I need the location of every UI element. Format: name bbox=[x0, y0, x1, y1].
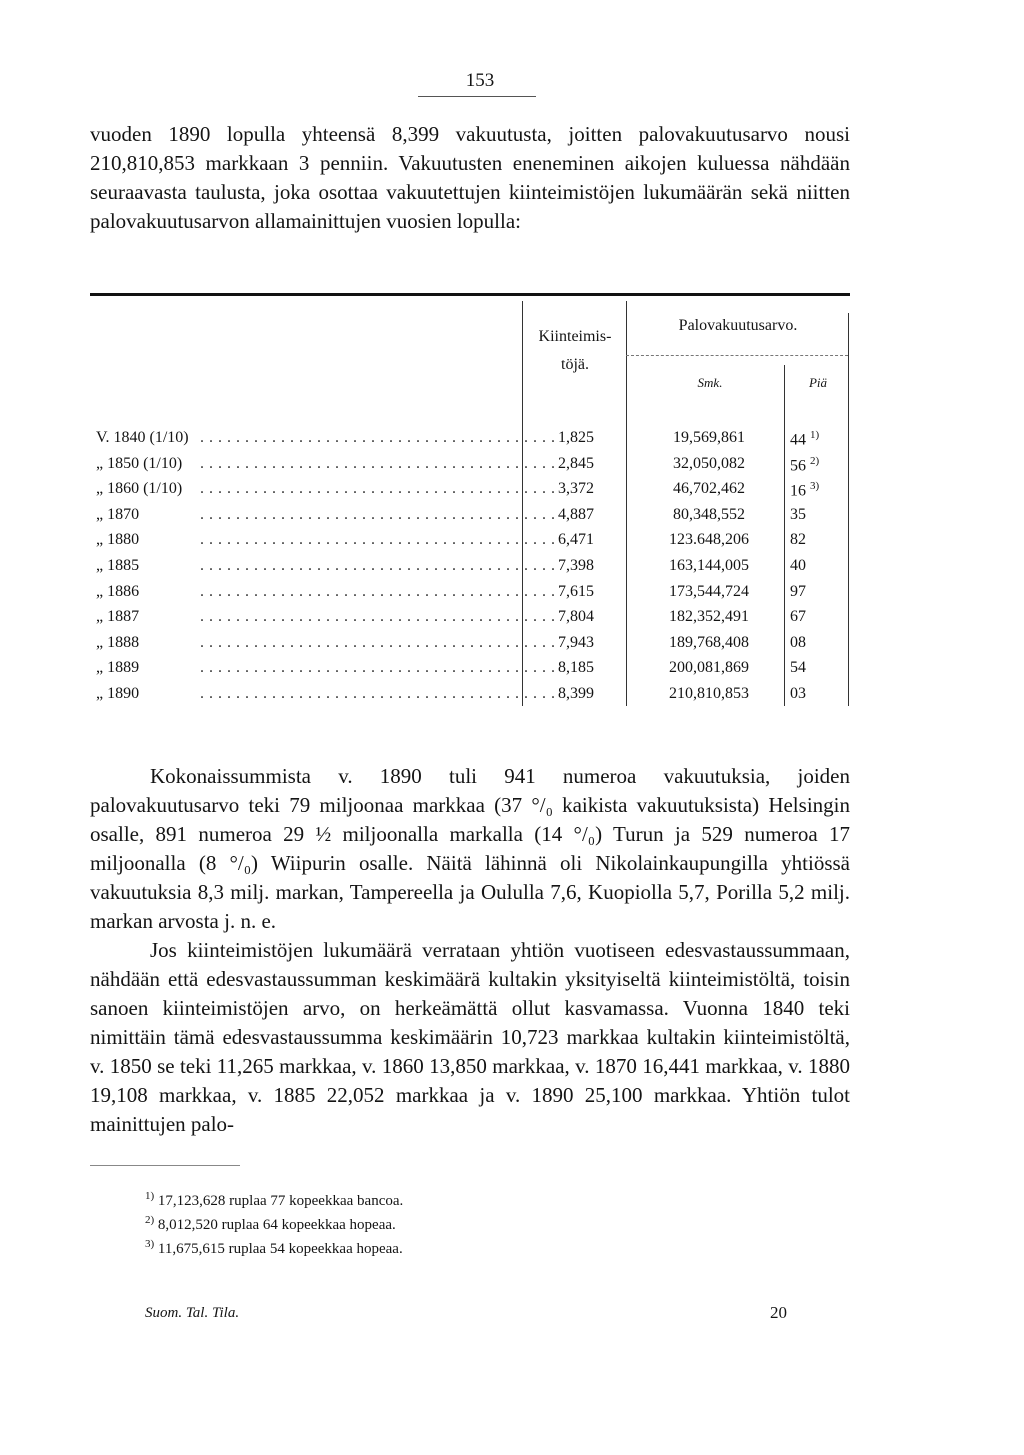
row-pennies-cell bbox=[790, 429, 846, 449]
row-leader-dots: ........................................ bbox=[200, 480, 560, 498]
table-top-rule bbox=[90, 293, 850, 296]
row-year: V. 1840 (1/10) bbox=[96, 429, 189, 446]
row-count: 3,372 bbox=[558, 480, 594, 498]
row-marks: 182,352,491 bbox=[669, 608, 749, 626]
row-pennies: 82 bbox=[790, 531, 806, 549]
row-year: „ 1885 bbox=[96, 557, 140, 574]
row-year: „ 1850 (1/10) bbox=[96, 454, 183, 472]
footnote-text: 11,675,615 ruplaa 54 kopeekkaa hopeaa. bbox=[157, 1241, 403, 1257]
row-pennies-cell bbox=[790, 659, 846, 677]
footnote-mark: 2) bbox=[145, 1214, 155, 1226]
insurance-table bbox=[90, 293, 850, 713]
row-footnote-mark: 2) bbox=[810, 454, 820, 467]
row-marks: 173,544,724 bbox=[669, 582, 749, 600]
footnotes bbox=[145, 1190, 403, 1262]
footnote-mark: 1) bbox=[145, 1190, 155, 1202]
row-year: „ 1888 bbox=[96, 633, 140, 651]
table-row bbox=[90, 429, 850, 454]
row-marks: 123.648,206 bbox=[669, 531, 749, 549]
row-pennies-cell bbox=[790, 685, 846, 703]
header-pennies-unit: Piä bbox=[808, 375, 828, 390]
row-count: 6,471 bbox=[558, 531, 594, 549]
table-row bbox=[90, 634, 850, 659]
row-marks: 80,348,552 bbox=[673, 505, 745, 523]
row-pennies-cell bbox=[790, 455, 846, 475]
summary-paragraph: Kokonaissummista v. 1890 tuli 941 numeroa vakuutuksia, joiden palovakuutusarvo teki 79 miljoonaa markkaa (37 °/₀ kaikista vakuutuksista) Helsingin osalle, 891 numeroa 29 ½ miljoonalla markalla (14 °/₀) Turun ja 529 numeroa 17 miljoonalla (8 °/₀) Wiipurin osalle. Näitä lähinnä oli Nikolainkaupungilla yhtiössä vakuutuksia 8,3 milj. markan, Tampereella ja Oululla 7,6, Kuopiolla 5,7, Porilla 5,2 milj. markan arvosta j. n. e. bbox=[90, 764, 850, 933]
row-count: 7,943 bbox=[558, 633, 594, 651]
page-number-rule bbox=[418, 96, 536, 97]
row-count: 4,887 bbox=[558, 505, 594, 523]
row-marks: 46,702,462 bbox=[673, 480, 745, 498]
footer-source: Suom. Tal. Tila. bbox=[145, 1305, 240, 1321]
row-pennies: 40 bbox=[790, 557, 806, 574]
row-leader-dots: ........................................ bbox=[200, 557, 560, 574]
table-row bbox=[90, 557, 850, 582]
row-pennies: 08 bbox=[790, 633, 806, 651]
row-pennies-cell bbox=[790, 506, 846, 524]
table-row bbox=[90, 608, 850, 633]
row-count: 7,615 bbox=[558, 582, 594, 600]
table-row bbox=[90, 480, 850, 505]
table-row bbox=[90, 659, 850, 684]
footnote-1 bbox=[145, 1190, 403, 1214]
row-footnote-mark: 3) bbox=[810, 480, 820, 493]
row-pennies: 54 bbox=[790, 659, 806, 677]
row-pennies-cell bbox=[790, 608, 846, 626]
row-pennies: 56 bbox=[790, 456, 806, 474]
row-leader-dots: ........................................ bbox=[200, 429, 560, 446]
header-value: Palovakuutusarvo. bbox=[678, 317, 798, 334]
row-count: 7,398 bbox=[558, 557, 594, 574]
row-leader-dots: ........................................ bbox=[200, 531, 560, 549]
row-year: „ 1890 bbox=[96, 685, 140, 702]
page-number: 153 bbox=[465, 70, 495, 91]
row-pennies-cell bbox=[790, 531, 846, 549]
row-count: 8,185 bbox=[558, 659, 594, 677]
header-marks-unit: Smk. bbox=[697, 375, 723, 390]
row-leader-dots: ........................................ bbox=[200, 582, 560, 600]
row-count: 8,399 bbox=[558, 685, 594, 702]
row-leader-dots: ........................................ bbox=[200, 659, 560, 677]
row-pennies-cell bbox=[790, 557, 846, 575]
row-year: „ 1886 bbox=[96, 582, 140, 600]
row-marks: 163,144,005 bbox=[669, 557, 749, 574]
row-pennies: 35 bbox=[790, 505, 806, 523]
row-marks: 32,050,082 bbox=[673, 454, 745, 472]
row-pennies: 44 bbox=[790, 431, 806, 449]
footnote-mark: 3) bbox=[145, 1238, 155, 1250]
row-year: „ 1880 bbox=[96, 531, 140, 549]
table-row bbox=[90, 531, 850, 556]
footnote-text: 17,123,628 ruplaa 77 kopeekkaa bancoa. bbox=[157, 1193, 404, 1209]
footnote-rule bbox=[90, 1165, 240, 1166]
row-footnote-mark: 1) bbox=[810, 429, 820, 441]
table-row bbox=[90, 506, 850, 531]
ratio-paragraph: Jos kiinteimistöjen lukumäärä verrataan yhtiön vuotiseen edesvastaussummaan, nähdään että edesvastaussumman keskimäärä kultakin yksityiseltä kiinteimistöltä, toisin sanoen kiinteimistöjen arvo, on herkeämättä ollut kasvamassa. Vuonna 1840 teki nimittäin tämä edesvastaussumma keskimäärin 10,723 markkaa kultakin kiinteimistöltä, v. 1850 se teki 11,265 markkaa, v. 1860 13,850 markkaa, v. 1870 16,441 markkaa, v. 1880 19,108 markkaa, v. 1885 22,052 markkaa ja v. 1890 25,100 markkaa. Yhtiön tulot mainittujen palo- bbox=[90, 938, 850, 1136]
row-marks: 200,081,869 bbox=[669, 659, 749, 677]
footnote-text: 8,012,520 ruplaa 64 kopeekkaa hopeaa. bbox=[157, 1217, 396, 1233]
row-leader-dots: ........................................ bbox=[200, 633, 560, 651]
row-pennies: 16 bbox=[790, 482, 806, 500]
table-row bbox=[90, 685, 850, 710]
row-leader-dots: ........................................ bbox=[200, 454, 560, 472]
table-row bbox=[90, 583, 850, 608]
row-count: 1,825 bbox=[558, 429, 594, 446]
table-row bbox=[90, 455, 850, 480]
footnote-3 bbox=[145, 1238, 403, 1262]
row-year: „ 1887 bbox=[96, 608, 140, 626]
table-subheader-rule bbox=[626, 355, 848, 356]
row-count: 2,845 bbox=[558, 454, 594, 472]
row-count: 7,804 bbox=[558, 608, 594, 626]
row-pennies-cell bbox=[790, 583, 846, 601]
row-pennies: 97 bbox=[790, 582, 806, 600]
footer-sheet-number: 20 bbox=[770, 1303, 787, 1322]
row-leader-dots: ........................................ bbox=[200, 608, 560, 626]
row-pennies: 03 bbox=[790, 685, 806, 702]
footnote-2 bbox=[145, 1214, 403, 1238]
row-leader-dots: ........................................ bbox=[200, 685, 560, 702]
row-pennies-cell bbox=[790, 480, 846, 500]
row-pennies-cell bbox=[790, 634, 846, 652]
row-leader-dots: ........................................ bbox=[200, 505, 560, 523]
row-marks: 19,569,861 bbox=[673, 429, 745, 446]
header-count: Kiinteimis- töjä. bbox=[538, 328, 612, 373]
row-pennies: 67 bbox=[790, 608, 806, 626]
row-marks: 210,810,853 bbox=[669, 685, 749, 702]
row-year: „ 1870 bbox=[96, 505, 140, 523]
intro-paragraph: vuoden 1890 lopulla yhteensä 8,399 vakuutusta, joitten palovakuutusarvo nousi 210,810,853 markkaan 3 penniin. Vakuutusten eneneminen aikojen kuluessa nähdään seuraavasta taulusta, joka osottaa vakuutettujen kiinteimistöjen lukumäärän sekä niitten palovakuutusarvon allamainittujen vuosien lopulla: bbox=[90, 122, 850, 233]
row-year: „ 1860 (1/10) bbox=[96, 480, 183, 498]
row-marks: 189,768,408 bbox=[669, 633, 749, 651]
row-year: „ 1889 bbox=[96, 659, 140, 677]
